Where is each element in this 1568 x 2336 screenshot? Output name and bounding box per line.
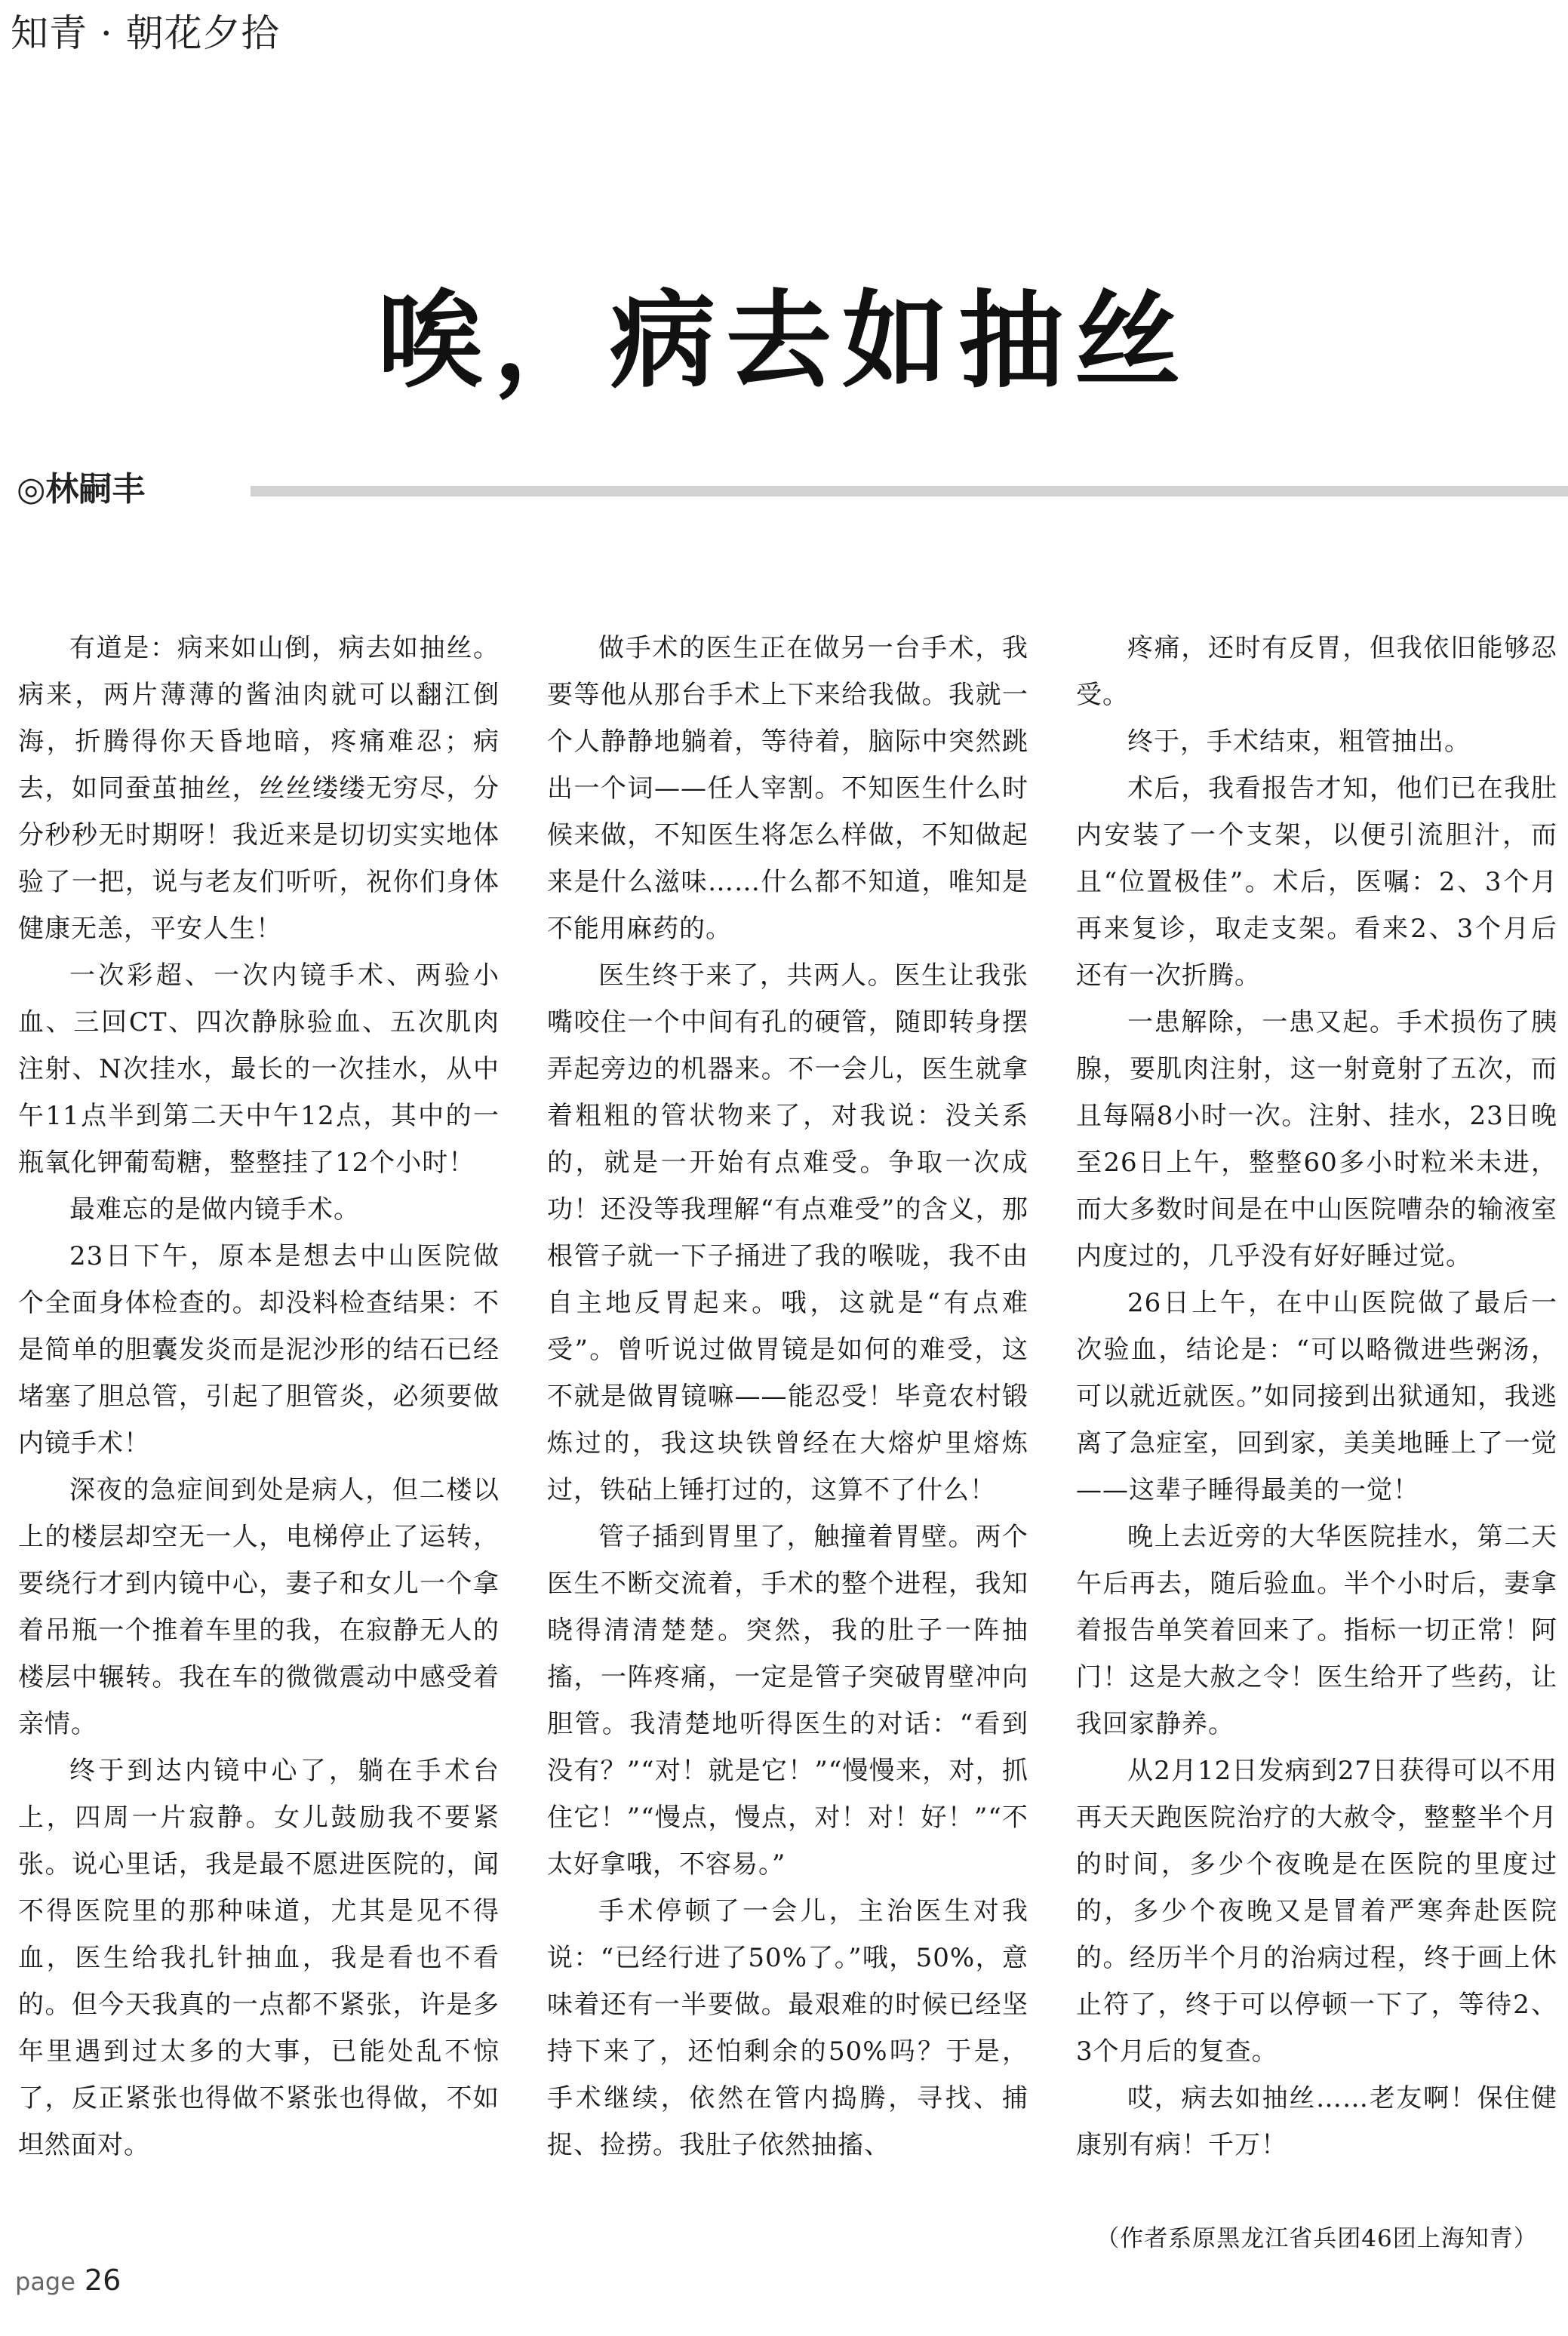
author-byline: ◎林嗣丰 <box>17 470 146 509</box>
paragraph: 一次彩超、一次内镜手术、两验小血、三回CT、四次静脉验血、五次肌肉注射、N次挂水，最长的一次挂水，从中午11点半到第二天中午12点，其中的一瓶氧化钾葡萄糖，整整挂了12个小时！ <box>18 961 500 1178</box>
text-column-3 <box>1076 625 1557 2252</box>
page-number: 26 <box>84 2264 121 2297</box>
paragraph: 晚上去近旁的大华医院挂水，第二天午后再去，随后验血。半个小时后，妻拿着报告单笑着回来了。指标一切正常！阿门！这是大赦之令！医生给开了些药，让我回家静养。 <box>1076 1522 1557 1739</box>
paragraph: 管子插到胃里了，触撞着胃壁。两个医生不断交流着，手术的整个进程，我知晓得清清楚楚。突然，我的肚子一阵抽搐，一阵疼痛，一定是管子突破胃壁冲向胆管。我清楚地听得医生的对话：“看到没有？”“对！就是它！”“慢慢来，对，抓住它！”“慢点，慢点，对！对！好！”“不太好拿哦，不容易。” <box>547 1522 1028 1880</box>
author-credit: （作者系原黑龙江省兵团46团上海知青） <box>1096 2225 1538 2252</box>
byline-divider <box>251 486 1568 496</box>
paragraph: 术后，我看报告才知，他们已在我肚内安装了一个支架，以便引流胆汁，而且“位置极佳”。术后，医嘱：2、3个月再来复诊，取走支架。看来2、3个月后还有一次折腾。 <box>1076 773 1557 991</box>
article-title: 唉，病去如抽丝 <box>377 280 1191 403</box>
paragraph: 26日上午，在中山医院做了最后一次验血，结论是：“可以略微进些粥汤，可以就近就医。”如同接到出狱通知，我逃离了急症室，回到家，美美地睡上了一觉——这辈子睡得最美的一觉！ <box>1076 1288 1557 1505</box>
paragraph: 终于到达内镜中心了，躺在手术台上，四周一片寂静。女儿鼓励我不要紧张。说心里话，我是最不愿进医院的，闻不得医院里的那种味道，尤其是见不得血，医生给我扎针抽血，我是看也不看的。但今天我真的一点都不紧张，许是多年里遇到过太多的大事，已能处乱不惊了，反正紧张也得做不紧张也得做，不如坦然面对。 <box>18 1756 500 2160</box>
section-label: 知青 · 朝花夕拾 <box>11 11 280 55</box>
byline-row <box>17 462 1568 515</box>
paragraph: 手术停顿了一会儿，主治医生对我说：“已经行进了50%了。”哦，50%，意味着还有一半要做。最艰难的时候已经坚持下来了，还怕剩余的50%吗？于是，手术继续，依然在管内捣腾，寻找、捕捉、捡捞。我肚子依然抽搐、 <box>547 1896 1028 2160</box>
page-footer <box>15 2264 121 2297</box>
paragraph: 有道是：病来如山倒，病去如抽丝。病来，两片薄薄的酱油肉就可以翻江倒海，折腾得你天昏地暗，疼痛难忍；病去，如同蚕茧抽丝，丝丝缕缕无穷尽，分分秒秒无时期呀！我近来是切切实实地体验了一把，说与老友们听听，祝你们身体健康无恙，平安人生！ <box>18 633 500 944</box>
paragraph: 做手术的医生正在做另一台手术，我要等他从那台手术上下来给我做。我就一个人静静地躺着，等待着，脑际中突然跳出一个词——任人宰割。不知医生什么时候来做，不知医生将怎么样做，不知做起来是什么滋味……什么都不知道，唯知是不能用麻药的。 <box>547 633 1028 944</box>
paragraph: 一患解除，一患又起。手术损伤了胰腺，要肌肉注射，这一射竟射了五次，而且每隔8小时一次。注射、挂水，23日晚至26日上午，整整60多小时粒米未进，而大多数时间是在中山医院嘈杂的输液室内度过的，几乎没有好好睡过觉。 <box>1076 1007 1557 1271</box>
paragraph: 最难忘的是做内镜手术。 <box>69 1194 360 1225</box>
paragraph: 疼痛，还时有反胃，但我依旧能够忍受。 <box>1076 633 1557 710</box>
paragraph: 医生终于来了，共两人。医生让我张嘴咬住一个中间有孔的硬管，随即转身摆弄起旁边的机器来。不一会儿，医生就拿着粗粗的管状物来了，对我说：没关系的，就是一开始有点难受。争取一次成功！还没等我理解“有点难受”的含义，那根管子就一下子捅进了我的喉咙，我不由自主地反胃起来。哦，这就是“有点难受”。曾听说过做胃镜是如何的难受，这不就是做胃镜嘛——能忍受！毕竟农村锻炼过的，我这块铁曾经在大熔炉里熔炼过，铁砧上锤打过的，这算不了什么！ <box>547 961 1028 1505</box>
paragraph: 哎，病去如抽丝……老友啊！保住健康别有病！千万！ <box>1076 2083 1557 2160</box>
page-label: page <box>15 2267 75 2296</box>
paragraph: 从2月12日发病到27日获得可以不用再天天跑医院治疗的大赦令，整整半个月的时间，多少个夜晚是在医院的里度过的，多少个夜晚又是冒着严寒奔赴医院的。经历半个月的治病过程，终于画上休止符了，终于可以停顿一下了，等待2、3个月后的复查。 <box>1076 1756 1557 2067</box>
text-column-1 <box>18 625 500 2232</box>
paragraph: 23日下午，原本是想去中山医院做个全面身体检查的。却没料检查结果：不是简单的胆囊发炎而是泥沙形的结石已经堵塞了胆总管，引起了胆管炎，必须要做内镜手术！ <box>18 1241 500 1458</box>
paragraph: 终于，手术结束，粗管抽出。 <box>1127 727 1471 757</box>
paragraph: 深夜的急症间到处是病人，但二楼以上的楼层却空无一人，电梯停止了运转，要绕行才到内镜中心，妻子和女儿一个拿着吊瓶一个推着车里的我，在寂静无人的楼层中辗转。我在车的微微震动中感受着亲情。 <box>18 1475 500 1739</box>
text-column-2 <box>547 625 1028 2232</box>
article-body <box>18 625 1557 2252</box>
